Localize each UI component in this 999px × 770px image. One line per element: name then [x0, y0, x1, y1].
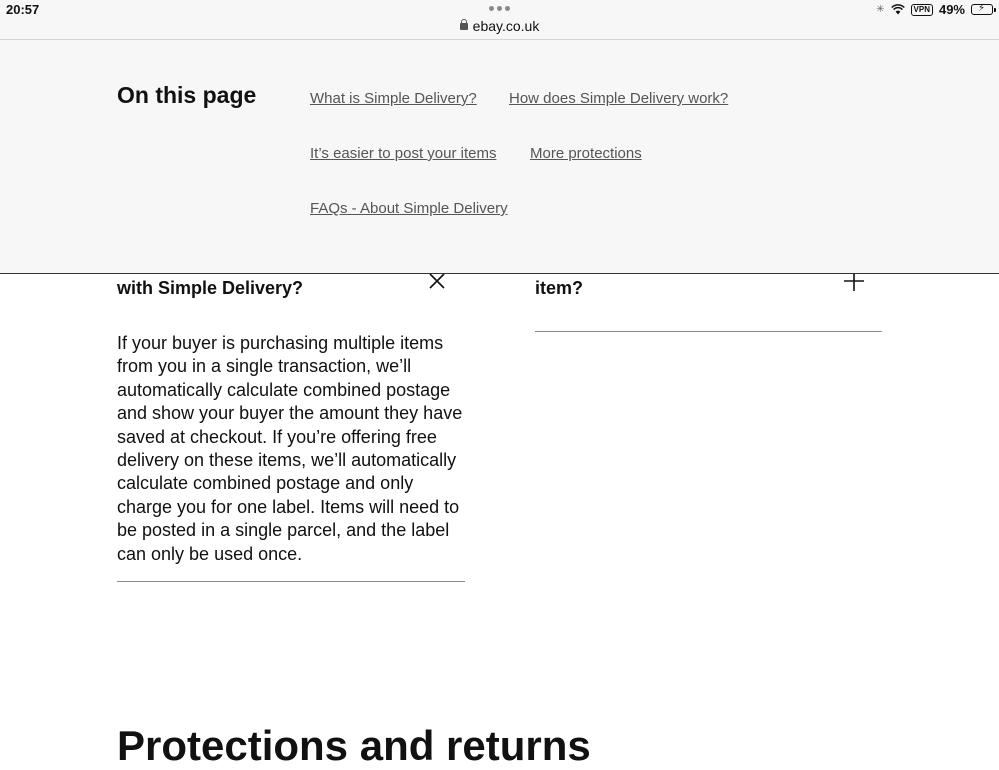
link-more-protections[interactable]: More protections	[530, 145, 642, 162]
faq-divider-right	[535, 331, 882, 332]
faq-divider-left	[117, 581, 465, 582]
battery-percent: 49%	[938, 2, 965, 17]
status-indicators	[876, 2, 993, 17]
more-dots-icon[interactable]	[489, 6, 510, 11]
on-this-page-panel	[0, 40, 999, 274]
activity-spinner-icon: ✳	[876, 4, 885, 15]
faq-question-right[interactable]: item?	[535, 278, 584, 298]
address-url: ebay.co.uk	[472, 18, 540, 34]
lock-icon	[460, 23, 468, 30]
wifi-icon	[891, 4, 905, 15]
faq-question-left[interactable]: with Simple Delivery?	[117, 278, 304, 298]
link-faqs-simple-delivery[interactable]: FAQs - About Simple Delivery	[310, 200, 508, 217]
link-what-is-simple-delivery[interactable]: What is Simple Delivery?	[310, 90, 477, 107]
section-heading-protections: Protections and returns	[117, 722, 591, 769]
address-bar[interactable]	[0, 18, 999, 34]
status-time: 20:57	[6, 2, 40, 17]
on-this-page-title: On this page	[117, 82, 257, 108]
status-bar	[0, 0, 999, 40]
battery-icon: ⚡	[971, 4, 993, 15]
link-how-does-simple-delivery-work[interactable]: How does Simple Delivery work?	[509, 90, 729, 107]
vpn-badge: VPN	[911, 4, 933, 16]
link-easier-to-post[interactable]: It’s easier to post your items	[310, 145, 497, 162]
faq-answer-left: If your buyer is purchasing multiple items from you in a single transaction, we’ll automatically calculate combined postage and show your buyer the amount they have saved at checkout. If you’re offering free delivery on these items, we’ll automatically calculate combined postage and only charge you for one label. Items will need to be posted in a single parcel, and the label can only be used once.	[117, 333, 463, 564]
